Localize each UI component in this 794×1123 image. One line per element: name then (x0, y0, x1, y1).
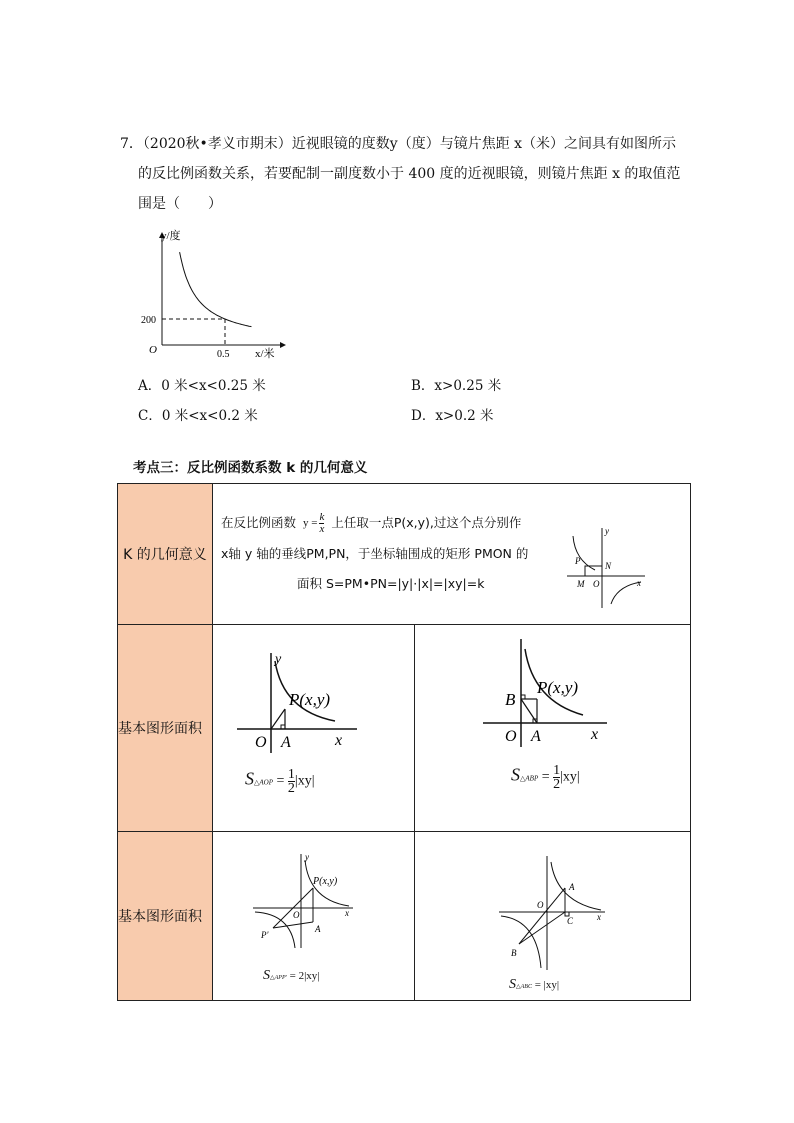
abc-o-label: O (537, 900, 544, 910)
app-x-label: x (345, 908, 349, 918)
row1-content (213, 484, 691, 625)
app-y-label: y (305, 852, 309, 862)
question-number: 7． (120, 136, 143, 152)
label-n: N (605, 561, 612, 571)
x-axis-label: x/米 (255, 348, 275, 360)
section-title: 考点三：反比例函数系数 k 的几何意义 (133, 460, 368, 476)
abc-c-label: C (567, 916, 574, 926)
app-a-label: A (315, 924, 321, 934)
option-b[interactable]: B．x>0.25 米 (411, 378, 502, 394)
formula-abc: S△ABC = |xy| (509, 977, 560, 992)
label-y: y (605, 526, 609, 536)
option-d[interactable]: D．x>0.2 米 (411, 408, 494, 424)
abp-p-label: P(x,y) (537, 678, 579, 697)
k-definition-line-2: x轴 y 轴的垂线PM,PN，于坐标轴围成的矩形 PMON 的 (221, 546, 529, 561)
k-definition-line-3: 面积 S=PM•PN=|y|·|x|=|xy|=k (297, 576, 485, 591)
label-o: O (593, 579, 600, 589)
abp-o-label: O (505, 728, 517, 745)
triangle-abp-figure (479, 637, 611, 749)
focal-length-graph (135, 225, 295, 365)
option-c[interactable]: C．0 米<x<0.2 米 (138, 408, 258, 424)
aop-y-label: y (275, 652, 282, 667)
row3-label: 基本图形面积 (118, 832, 213, 1001)
triangle-aop-figure (231, 647, 361, 755)
formula-app: S△APP' = 2|xy| (263, 968, 320, 983)
y-tick-200: 200 (141, 315, 156, 326)
app-cell (213, 832, 415, 1001)
abp-a-label: A (531, 728, 541, 745)
question-line-2: 的反比例函数关系，若要配制一副度数小于 400 度的近视眼镜，则镜片焦距 x 的取值范 (138, 166, 681, 182)
abp-b-label: B (505, 690, 516, 709)
abc-b-label: B (511, 948, 517, 958)
row2-label: 基本图形面积 (118, 625, 213, 832)
abc-a-label: A (569, 882, 575, 892)
aop-o-label: O (255, 734, 267, 751)
rectangle-pmon-figure (565, 524, 647, 610)
abp-x-label: x (591, 726, 599, 743)
question-line-1: 7．（2020秋•孝义市期末）近视眼镜的度数y（度）与镜片焦距 x（米）之间具有如图所示 (120, 136, 677, 152)
aop-a-label: A (281, 734, 291, 751)
app-o-label: O (293, 910, 300, 920)
origin-label: O (149, 344, 157, 356)
triangle-app-figure (251, 852, 355, 950)
app-pprime-label: P' (261, 930, 269, 940)
k-meaning-table (117, 483, 691, 1001)
label-x: x (637, 578, 641, 588)
abp-cell (415, 625, 691, 832)
k-definition-line-1: 在反比例函数 y = $\frac{k}{x}$ 上任取一点P(x,y),过这个点分别作 (221, 511, 522, 535)
label-p: P (575, 556, 581, 566)
y-axis-label: y/度 (161, 230, 181, 242)
row1-label: K 的几何意义 (118, 484, 213, 625)
aop-x-label: x (335, 732, 343, 749)
triangle-abc-figure (497, 854, 607, 972)
label-m: M (577, 579, 585, 589)
formula-aop: S△AOP = $\frac{1}{2}$ |xy| (245, 767, 315, 796)
formula-abp: S△ABP = $\frac{1}{2}$ |xy| (511, 763, 580, 792)
x-tick-05: 0.5 (217, 349, 230, 360)
question-line-3: 围是（ ） (138, 196, 222, 212)
abc-x-label: x (597, 912, 601, 922)
option-a[interactable]: A．0 米<x<0.25 米 (138, 378, 266, 394)
hyperbola-curve (180, 252, 252, 327)
abc-cell (415, 832, 691, 1001)
aop-cell (213, 625, 415, 832)
aop-p-label: P(x,y) (289, 690, 331, 709)
app-p-label: P(x,y) (313, 876, 338, 887)
k-over-x-fraction: y = $\frac{k}{x}$ (303, 511, 325, 535)
